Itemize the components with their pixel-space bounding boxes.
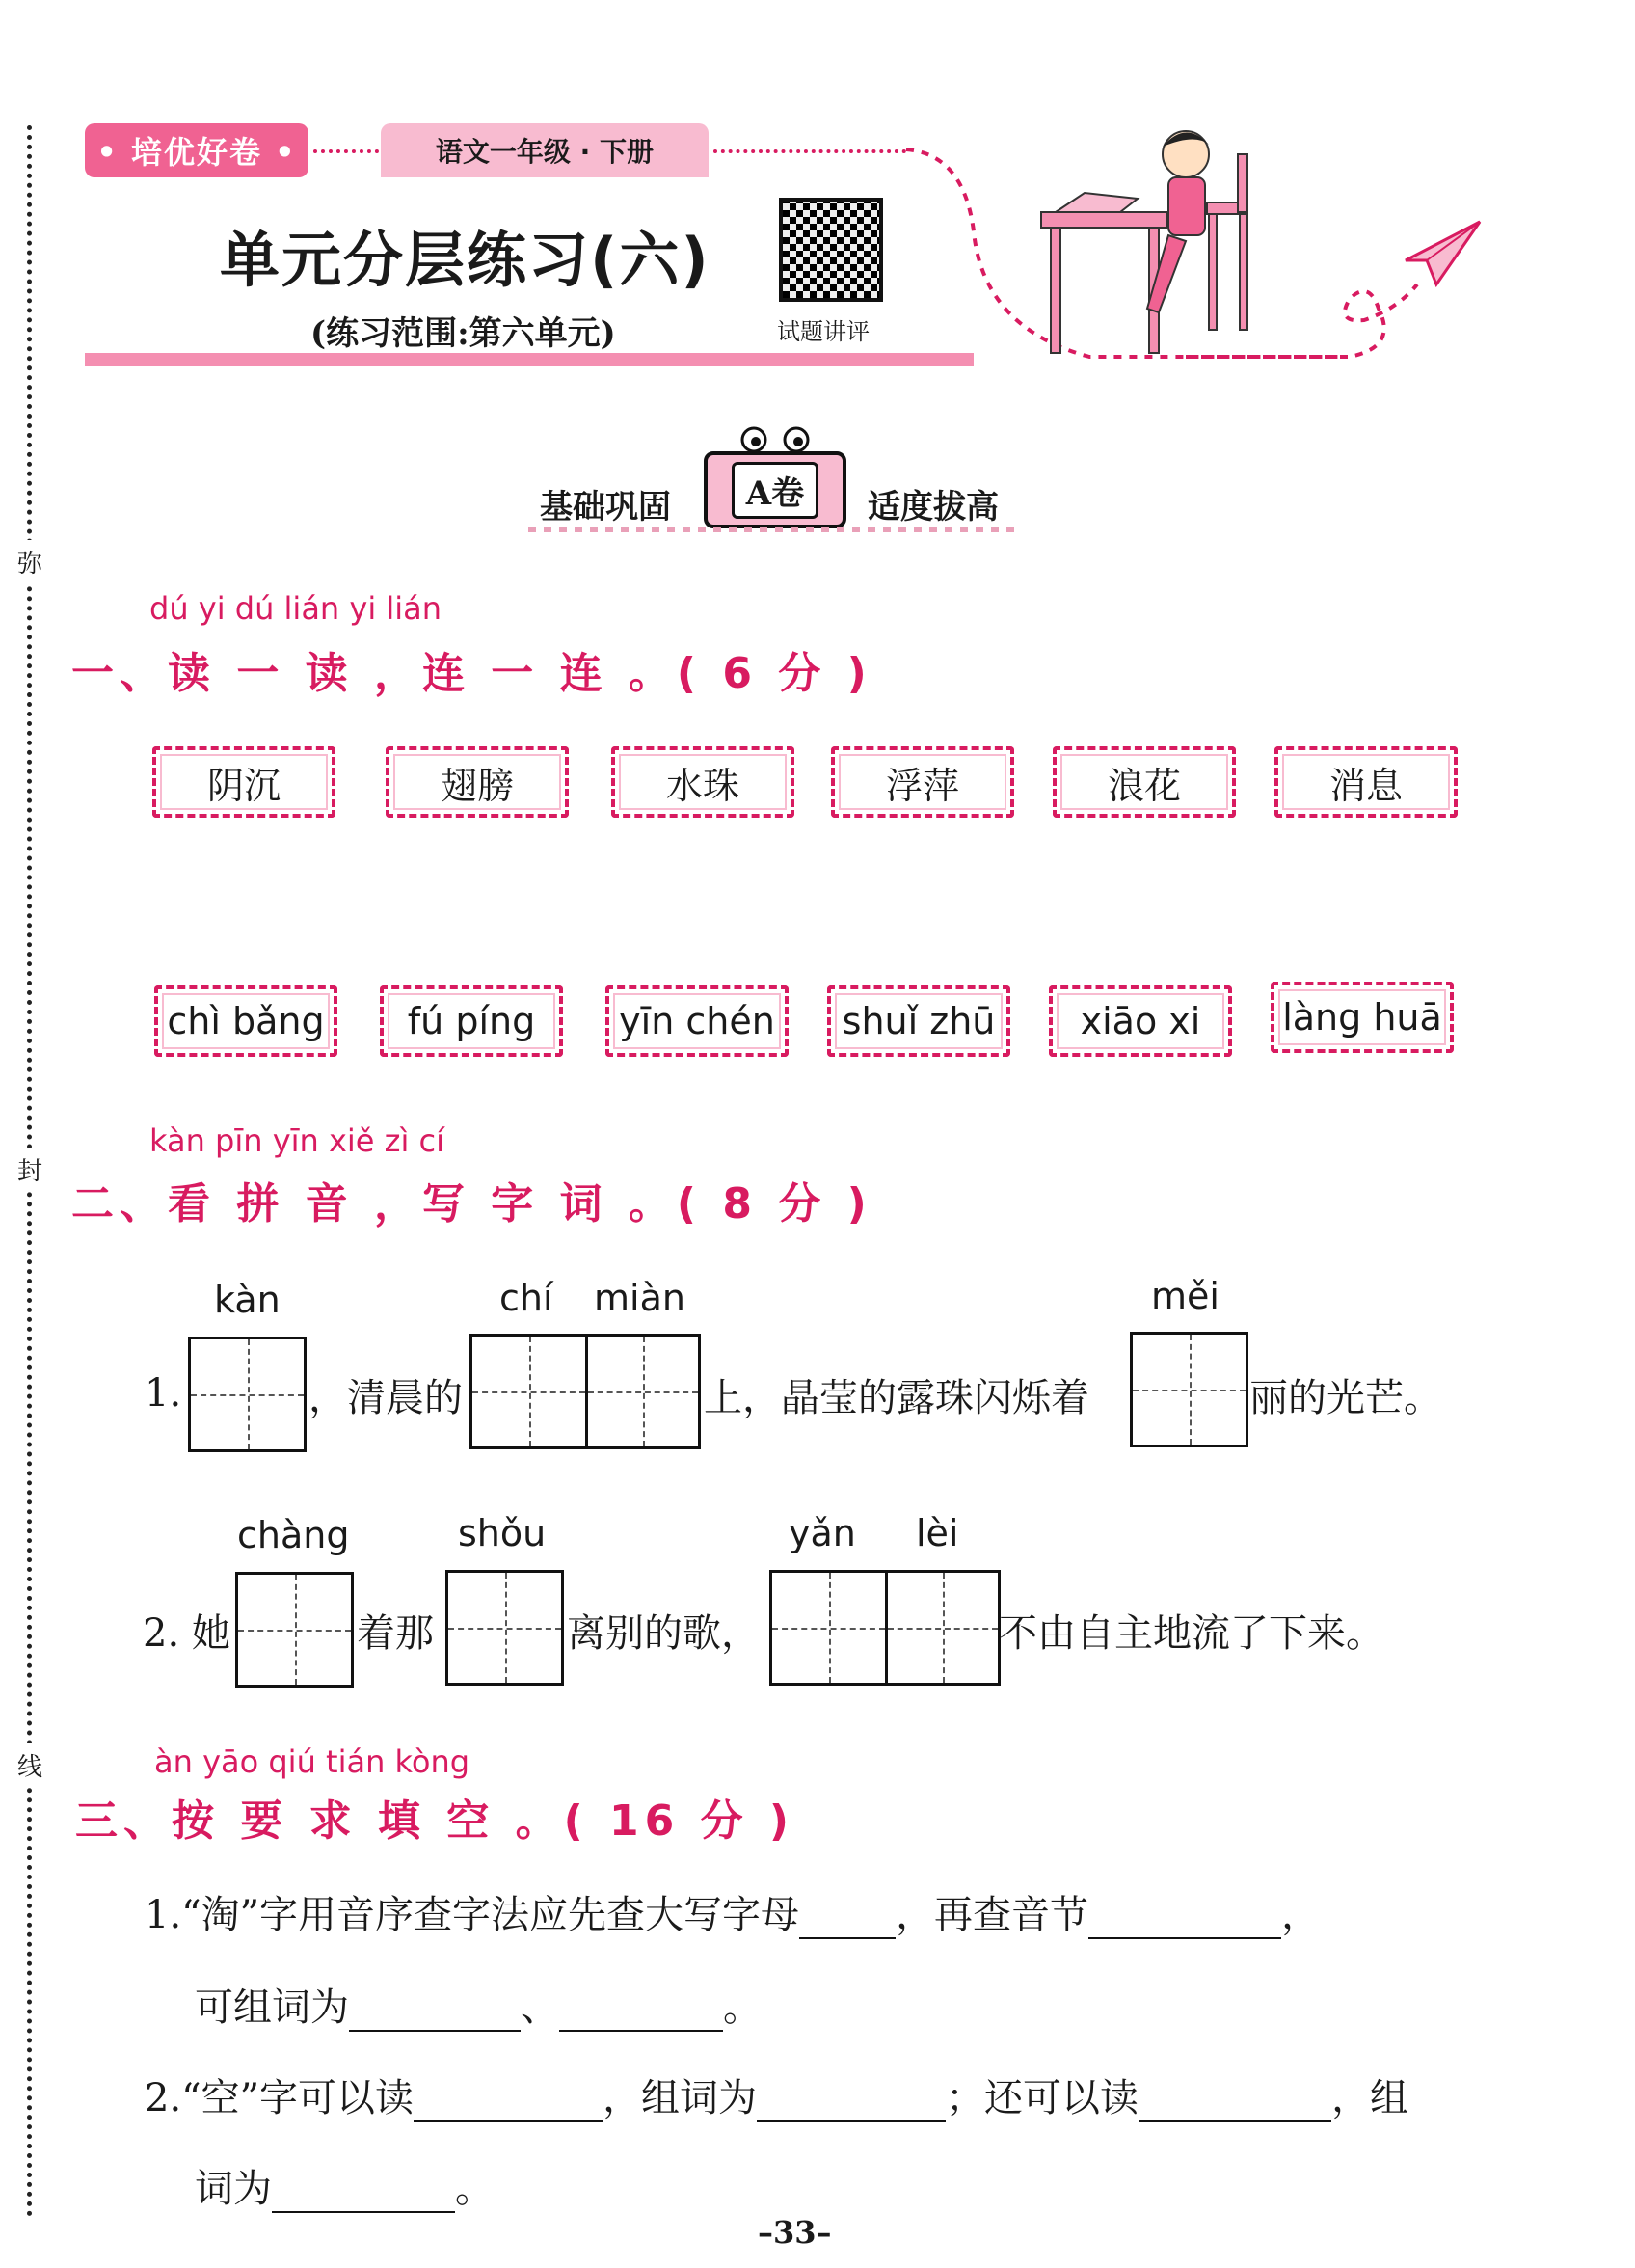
q3-1-words-prompt: 可组词为 — [195, 1985, 349, 2030]
q1-pinyin-chi: chí — [499, 1277, 553, 1319]
q3-2-prompt-ci: 词为 — [195, 2167, 272, 2211]
dotted-path-loop — [1186, 284, 1417, 357]
dotted-path-left — [906, 149, 1340, 357]
q2-writing-grid-shou[interactable] — [445, 1570, 564, 1686]
section3-heading: 三、按 要 求 填 空 。( 16 分 ) — [75, 1796, 794, 1846]
q2-text-1: 着那 — [357, 1611, 434, 1656]
margin-char-feng: 封 — [17, 1148, 42, 1191]
q2-pinyin-shou: shǒu — [458, 1512, 547, 1554]
badge-eyes-icon — [733, 424, 819, 455]
q1-pinyin-mian: miàn — [594, 1277, 685, 1319]
q3-2-blank-word2[interactable] — [272, 2173, 455, 2213]
section2-heading: 二、看 拼 音 ，写 字 词 。( 8 分 ) — [71, 1179, 872, 1228]
pinyin-box-chibang[interactable]: chì bǎng — [154, 986, 337, 1057]
q3-2-prompt: 2.“空”字可以读 — [145, 2076, 415, 2120]
q3-2-blank-word1[interactable] — [757, 2082, 946, 2122]
desk-top — [1041, 212, 1166, 228]
q1-writing-grid-chimian[interactable] — [469, 1334, 701, 1449]
book-icon — [1056, 193, 1138, 212]
level-label-basic: 基础巩固 — [540, 488, 671, 526]
decorative-pattern — [528, 526, 1020, 532]
q3-2-prompt-zu: ，组 — [1331, 2076, 1409, 2120]
pinyin-box-xiaoxi[interactable]: xiāo xi — [1049, 986, 1232, 1057]
q3-2-line2 — [195, 2158, 494, 2213]
student-shirt — [1168, 177, 1205, 235]
q3-1-blank-syllable[interactable] — [1088, 1899, 1281, 1939]
q1-pinyin-kan: kàn — [214, 1279, 281, 1321]
q2-pinyin-lei: lèi — [916, 1512, 959, 1554]
paper-plane-icon — [1406, 222, 1480, 284]
q2-number: 2. 她 — [143, 1611, 230, 1656]
q2-text-3: 不由自主地流了下来。 — [999, 1611, 1384, 1656]
q3-2-prompt-words: ，组词为 — [603, 2076, 758, 2120]
q3-1-separator: 、 — [521, 1985, 559, 2030]
margin-char-mi: 弥 — [17, 540, 42, 583]
word-box-yinchen[interactable]: 阴沉 — [152, 746, 335, 818]
q1-text-2: 上，晶莹的露珠闪烁着 — [704, 1376, 1089, 1420]
q3-1-blank-letter[interactable] — [799, 1899, 896, 1939]
q2-writing-grid-yanlei[interactable] — [769, 1570, 1001, 1686]
q3-1-blank-word1[interactable] — [349, 1991, 521, 2032]
q3-1-line — [145, 1884, 1320, 1939]
grade-tag: 语文一年级 · 下册 — [381, 123, 709, 177]
q3-1-comma: ， — [1281, 1893, 1321, 1937]
pinyin-box-fuping[interactable]: fú píng — [380, 986, 563, 1057]
q2-pinyin-yan: yǎn — [789, 1512, 856, 1554]
section2-pinyin: kàn pīn yīn xiě zì cí — [149, 1122, 444, 1159]
qr-code-icon[interactable] — [779, 198, 883, 302]
title-underline-bar — [85, 353, 974, 366]
header-dotted-connector — [313, 149, 379, 153]
q1-pinyin-mei: měi — [1151, 1275, 1220, 1317]
margin-char-xian: 线 — [17, 1743, 42, 1787]
pinyin-box-langhua[interactable]: làng huā — [1271, 982, 1454, 1053]
q3-1-prompt: 1.“淘”字用音序查字法应先查大写字母 — [145, 1893, 800, 1937]
paper-a-badge — [704, 451, 846, 528]
q3-2-period: 。 — [455, 2167, 494, 2211]
word-box-xiaoxi[interactable]: 消息 — [1274, 746, 1458, 818]
paper-a-label: A卷 — [732, 462, 818, 519]
word-box-fuping[interactable]: 浮萍 — [831, 746, 1014, 818]
q2-text-2: 离别的歌， — [567, 1611, 760, 1656]
page-number: –33– — [758, 2214, 832, 2251]
desk-leg-left — [1051, 228, 1060, 353]
section1-heading: 一、读 一 读 ，连 一 连 。( 6 分 ) — [71, 649, 872, 698]
q3-1-line2 — [195, 1977, 762, 2032]
q1-writing-grid-kan[interactable] — [188, 1336, 307, 1452]
chair-leg — [1209, 214, 1217, 330]
word-box-shuizhu[interactable]: 水珠 — [611, 746, 794, 818]
brand-tag: • 培优好卷 • — [85, 123, 308, 177]
header-dotted-line — [713, 149, 906, 153]
q2-pinyin-chang: chàng — [237, 1514, 350, 1556]
q1-number: 1. — [145, 1371, 182, 1416]
page-subtitle: (练习范围:第六单元) — [310, 314, 616, 353]
section1-pinyin: dú yi dú lián yi lián — [149, 590, 442, 627]
q1-text-1: ，清晨的 — [308, 1376, 463, 1420]
word-box-langhua[interactable]: 浪花 — [1053, 746, 1236, 818]
q3-1-blank-word2[interactable] — [559, 1991, 723, 2032]
q1-writing-grid-mei[interactable] — [1130, 1332, 1248, 1447]
q3-2-blank-reading1[interactable] — [414, 2082, 603, 2122]
pinyin-box-yinchen[interactable]: yīn chén — [605, 986, 789, 1057]
pinyin-box-shuizhu[interactable]: shuǐ zhū — [827, 986, 1010, 1057]
chair-leg-back — [1240, 214, 1247, 330]
q3-1-prompt-syllable: ，再查音节 — [896, 1893, 1089, 1937]
q3-2-prompt-reading2: ；还可以读 — [946, 2076, 1139, 2120]
section3-pinyin: àn yāo qiú tián kòng — [154, 1743, 470, 1780]
student-illustration — [897, 116, 1494, 376]
chair-back — [1238, 154, 1247, 212]
q3-2-line — [145, 2067, 1408, 2122]
level-label-advanced: 适度拔高 — [868, 488, 999, 526]
q2-writing-grid-chang[interactable] — [235, 1572, 354, 1688]
q3-1-period: 。 — [723, 1985, 762, 2030]
q1-text-3: 丽的光芒。 — [1249, 1376, 1442, 1420]
word-box-chibang[interactable]: 翅膀 — [386, 746, 569, 818]
qr-caption: 试题讲评 — [777, 318, 870, 345]
q3-2-blank-reading2[interactable] — [1139, 2082, 1331, 2122]
page-title: 单元分层练习(六) — [220, 225, 710, 295]
